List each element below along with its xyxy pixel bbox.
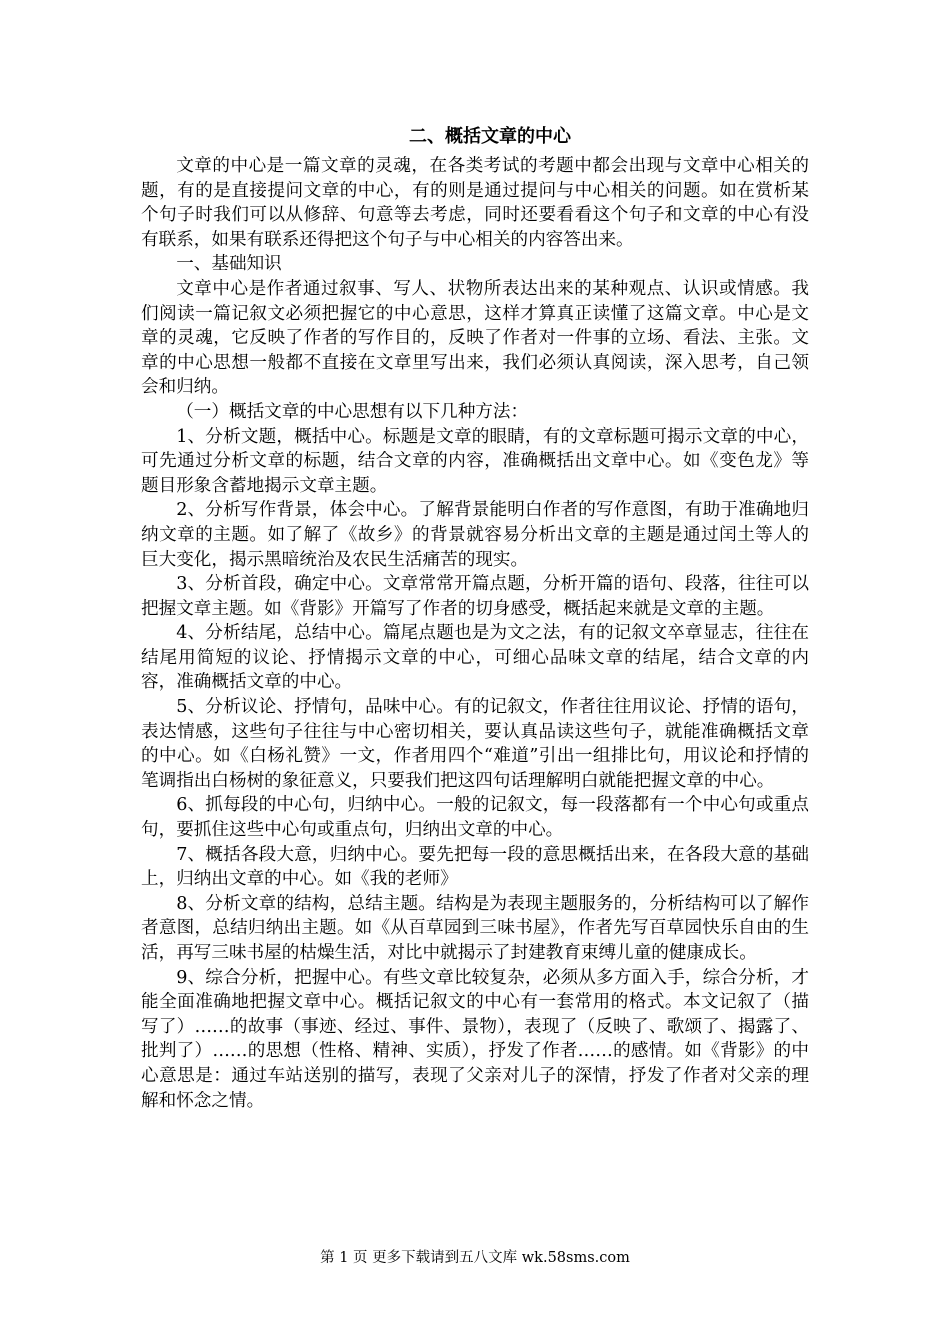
method-item-5: 5、分析议论、抒情句，品味中心。有的记叙文，作者往往用议论、抒情的语句，表达情感，这些句子往往与中心密切相关，要认真品读这些句子，就能准确概括文章的中心。如《白杨礼赞》一文，作者用四个“难道”引出一组排比句，用议论和抒情的笔调指出白杨树的象征意义，只要我们把这四句话理解明白就能把握文章的中心。 [141, 697, 809, 791]
subsection-heading-methods: （一）概括文章的中心思想有以下几种方法： [176, 401, 529, 422]
document-title: 二、概括文章的中心 [409, 126, 571, 147]
method-item-9: 9、综合分析，把握中心。有些文章比较复杂，必须从多方面入手，综合分析，才能全面准确地把握文章中心。概括记叙文的中心有一套常用的格式。本文记叙了（描写了）……的故事（事迹、经过、事件、景物），表现了（反映了、歌颂了、揭露了、批判了）……的思想（性格、精神、实质），抒发了作者……的感情。如《背影》的中心意思是：通过车站送别的描写，表现了父亲对儿子的深情，抒发了作者对父亲的理解和怀念之情。 [141, 967, 809, 1111]
page-footer: 第 1 页 更多下载请到五八文库 wk.58sms.com [320, 1250, 630, 1266]
method-item-4: 4、分析结尾，总结中心。篇尾点题也是为文之法，有的记叙文卒章显志，往往在结尾用简短的议论、抒情揭示文章的中心，可细心品味文章的结尾，结合文章的内容，准确概括文章的中心。 [141, 623, 809, 693]
method-item-6: 6、抓每段的中心句，归纳中心。一般的记叙文，每一段落都有一个中心句或重点句，要抓住这些中心句或重点句，归纳出文章的中心。 [141, 795, 809, 841]
intro-paragraph: 文章的中心是一篇文章的灵魂，在各类考试的考题中都会出现与文章中心相关的题，有的是直接提问文章的中心，有的则是通过提问与中心相关的问题。如在赏析某个句子时我们可以从修辞、句意等去考虑，同时还要看看这个句子和文章的中心有没有联系，如果有联系还得把这个句子与中心相关的内容答出来。 [141, 156, 809, 250]
method-item-3: 3、分析首段，确定中心。文章常常开篇点题，分析开篇的语句、段落，往往可以把握文章主题。如《背影》开篇写了作者的切身感受，概括起来就是文章的主题。 [141, 574, 809, 619]
basics-paragraph: 文章中心是作者通过叙事、写人、状物所表达出来的某种观点、认识或情感。我们阅读一篇记叙文必须把握它的中心意思，这样才算真正读懂了这篇文章。中心是文章的灵魂，它反映了作者的写作目的，反映了作者对一件事的立场、看法、主张。文章的中心思想一般都不直接在文章里写出来，我们必须认真阅读，深入思考，自己领会和归纳。 [141, 278, 809, 398]
method-item-2: 2、分析写作背景，体会中心。了解背景能明白作者的写作意图，有助于准确地归纳文章的主题。如了解了《故乡》的背景就容易分析出文章的主题是通过闰土等人的巨大变化，揭示黑暗统治及农民生活痛苦的现实。 [141, 500, 809, 570]
method-item-7: 7、概括各段大意，归纳中心。要先把每一段的意思概括出来，在各段大意的基础上，归纳出文章的中心。如《我的老师》 [141, 844, 809, 890]
method-item-8: 8、分析文章的结构，总结主题。结构是为表现主题服务的，分析结构可以了解作者意图，总结归纳出主题。如《从百草园到三味书屋》，作者先写百草园快乐自由的生活，再写三味书屋的枯燥生活，对比中就揭示了封建教育束缚儿童的健康成长。 [141, 893, 809, 963]
section-heading-basics: 一、基础知识 [176, 254, 282, 275]
method-item-1: 1、分析文题，概括中心。标题是文章的眼睛，有的文章标题可揭示文章的中心，可先通过分析文章的标题，结合文章的内容，准确概括出文章中心。如《变色龙》等题目形象含蓄地揭示文章主题。 [141, 426, 809, 496]
document-body [141, 124, 809, 1113]
